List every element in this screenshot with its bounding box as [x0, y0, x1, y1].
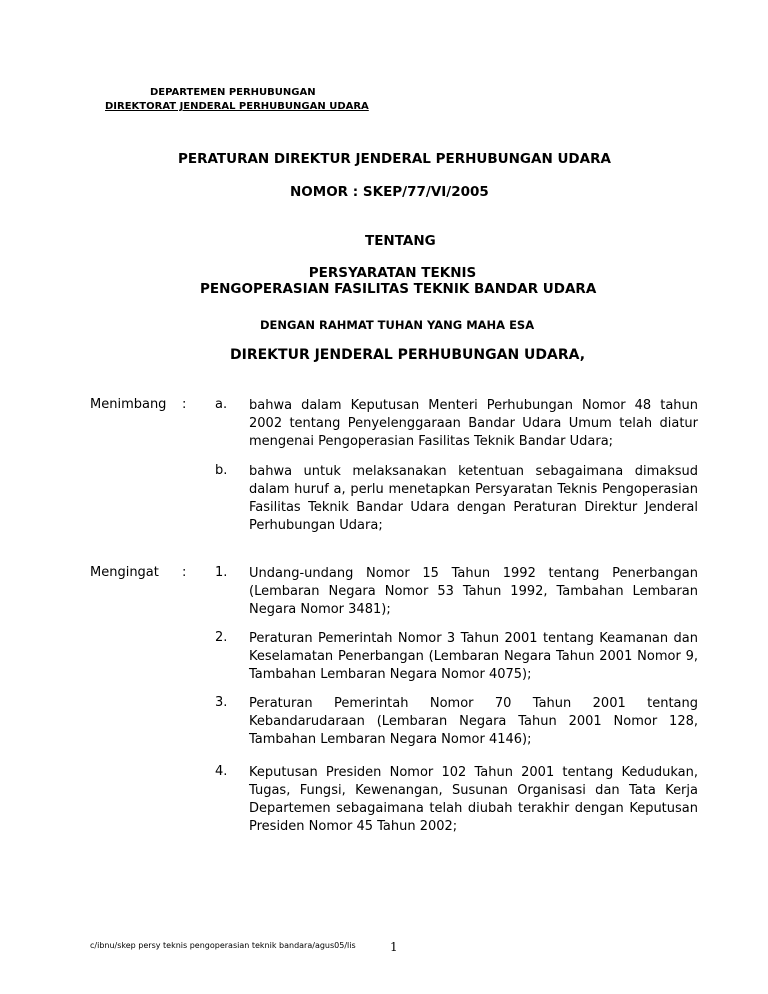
page-number: 1	[390, 940, 398, 954]
list-marker: 3.	[215, 695, 228, 710]
official-title: DIREKTUR JENDERAL PERHUBUNGAN UDARA,	[230, 347, 586, 363]
subject-line-2: PENGOPERASIAN FASILITAS TEKNIK BANDAR UDARA	[200, 281, 597, 297]
mengingat-label: Mengingat	[90, 565, 159, 580]
list-item-text: Undang-undang Nomor 15 Tahun 1992 tentang Penerbangan (Lembaran Negara Nomor 53 Tahun 1992, Tambahan Lembaran Negara Nomor 3481);	[249, 566, 698, 617]
mengingat-colon: :	[182, 565, 187, 580]
blessing-line: DENGAN RAHMAT TUHAN YANG MAHA ESA	[260, 318, 535, 332]
subject-line-1: PERSYARATAN TEKNIS	[308, 265, 477, 281]
list-marker: b.	[215, 463, 228, 478]
menimbang-label: Menimbang	[90, 397, 167, 412]
footer-file-path: c/ibnu/skep persy teknis pengoperasian teknik bandara/agus05/lis	[90, 941, 356, 950]
menimbang-colon: :	[182, 397, 187, 412]
list-item-text: Peraturan Pemerintah Nomor 3 Tahun 2001 tentang Keamanan dan Keselamatan Penerbangan (Lembaran Negara Tahun 2001 Nomor 9, Tambahan Lembaran Negara Nomor 4075);	[249, 631, 698, 682]
list-item-text: Keputusan Presiden Nomor 102 Tahun 2001 tentang Kedudukan, Tugas, Fungsi, Kewenangan, Susunan Organisasi dan Tata Kerja Departemen sebagaimana telah diubah terakhir dengan Keputusan Presiden Nomor 45 Tahun 2002;	[249, 765, 698, 834]
list-marker: 2.	[215, 630, 228, 645]
directorate-name: DIREKTORAT JENDERAL PERHUBUNGAN UDARA	[105, 101, 369, 112]
about-heading: TENTANG	[365, 233, 436, 249]
regulation-number: NOMOR : SKEP/77/VI/2005	[290, 184, 489, 200]
list-item-text: bahwa dalam Keputusan Menteri Perhubungan Nomor 48 tahun 2002 tentang Penyelenggaraan Bandar Udara Umum telah diatur mengenai Pengoperasian Fasilitas Teknik Bandar Udara;	[249, 398, 698, 449]
regulation-title: PERATURAN DIREKTUR JENDERAL PERHUBUNGAN UDARA	[178, 151, 611, 167]
department-name: DEPARTEMEN PERHUBUNGAN	[150, 87, 316, 98]
list-marker: 4.	[215, 764, 228, 779]
subject-heading	[200, 265, 597, 297]
list-item-text: bahwa untuk melaksanakan ketentuan sebagaimana dimaksud dalam huruf a, perlu menetapkan Persyaratan Teknis Pengoperasian Fasilitas Teknik Bandar Udara dengan Peraturan Direktur Jenderal Perhubungan Udara;	[249, 464, 698, 533]
list-marker: a.	[215, 397, 228, 412]
list-marker: 1.	[215, 565, 228, 580]
list-item-text: Peraturan Pemerintah Nomor 70 Tahun 2001 tentang Kebandarudaraan (Lembaran Negara Tahun 2001 Nomor 128, Tambahan Lembaran Negara Nomor 4146);	[249, 696, 698, 747]
